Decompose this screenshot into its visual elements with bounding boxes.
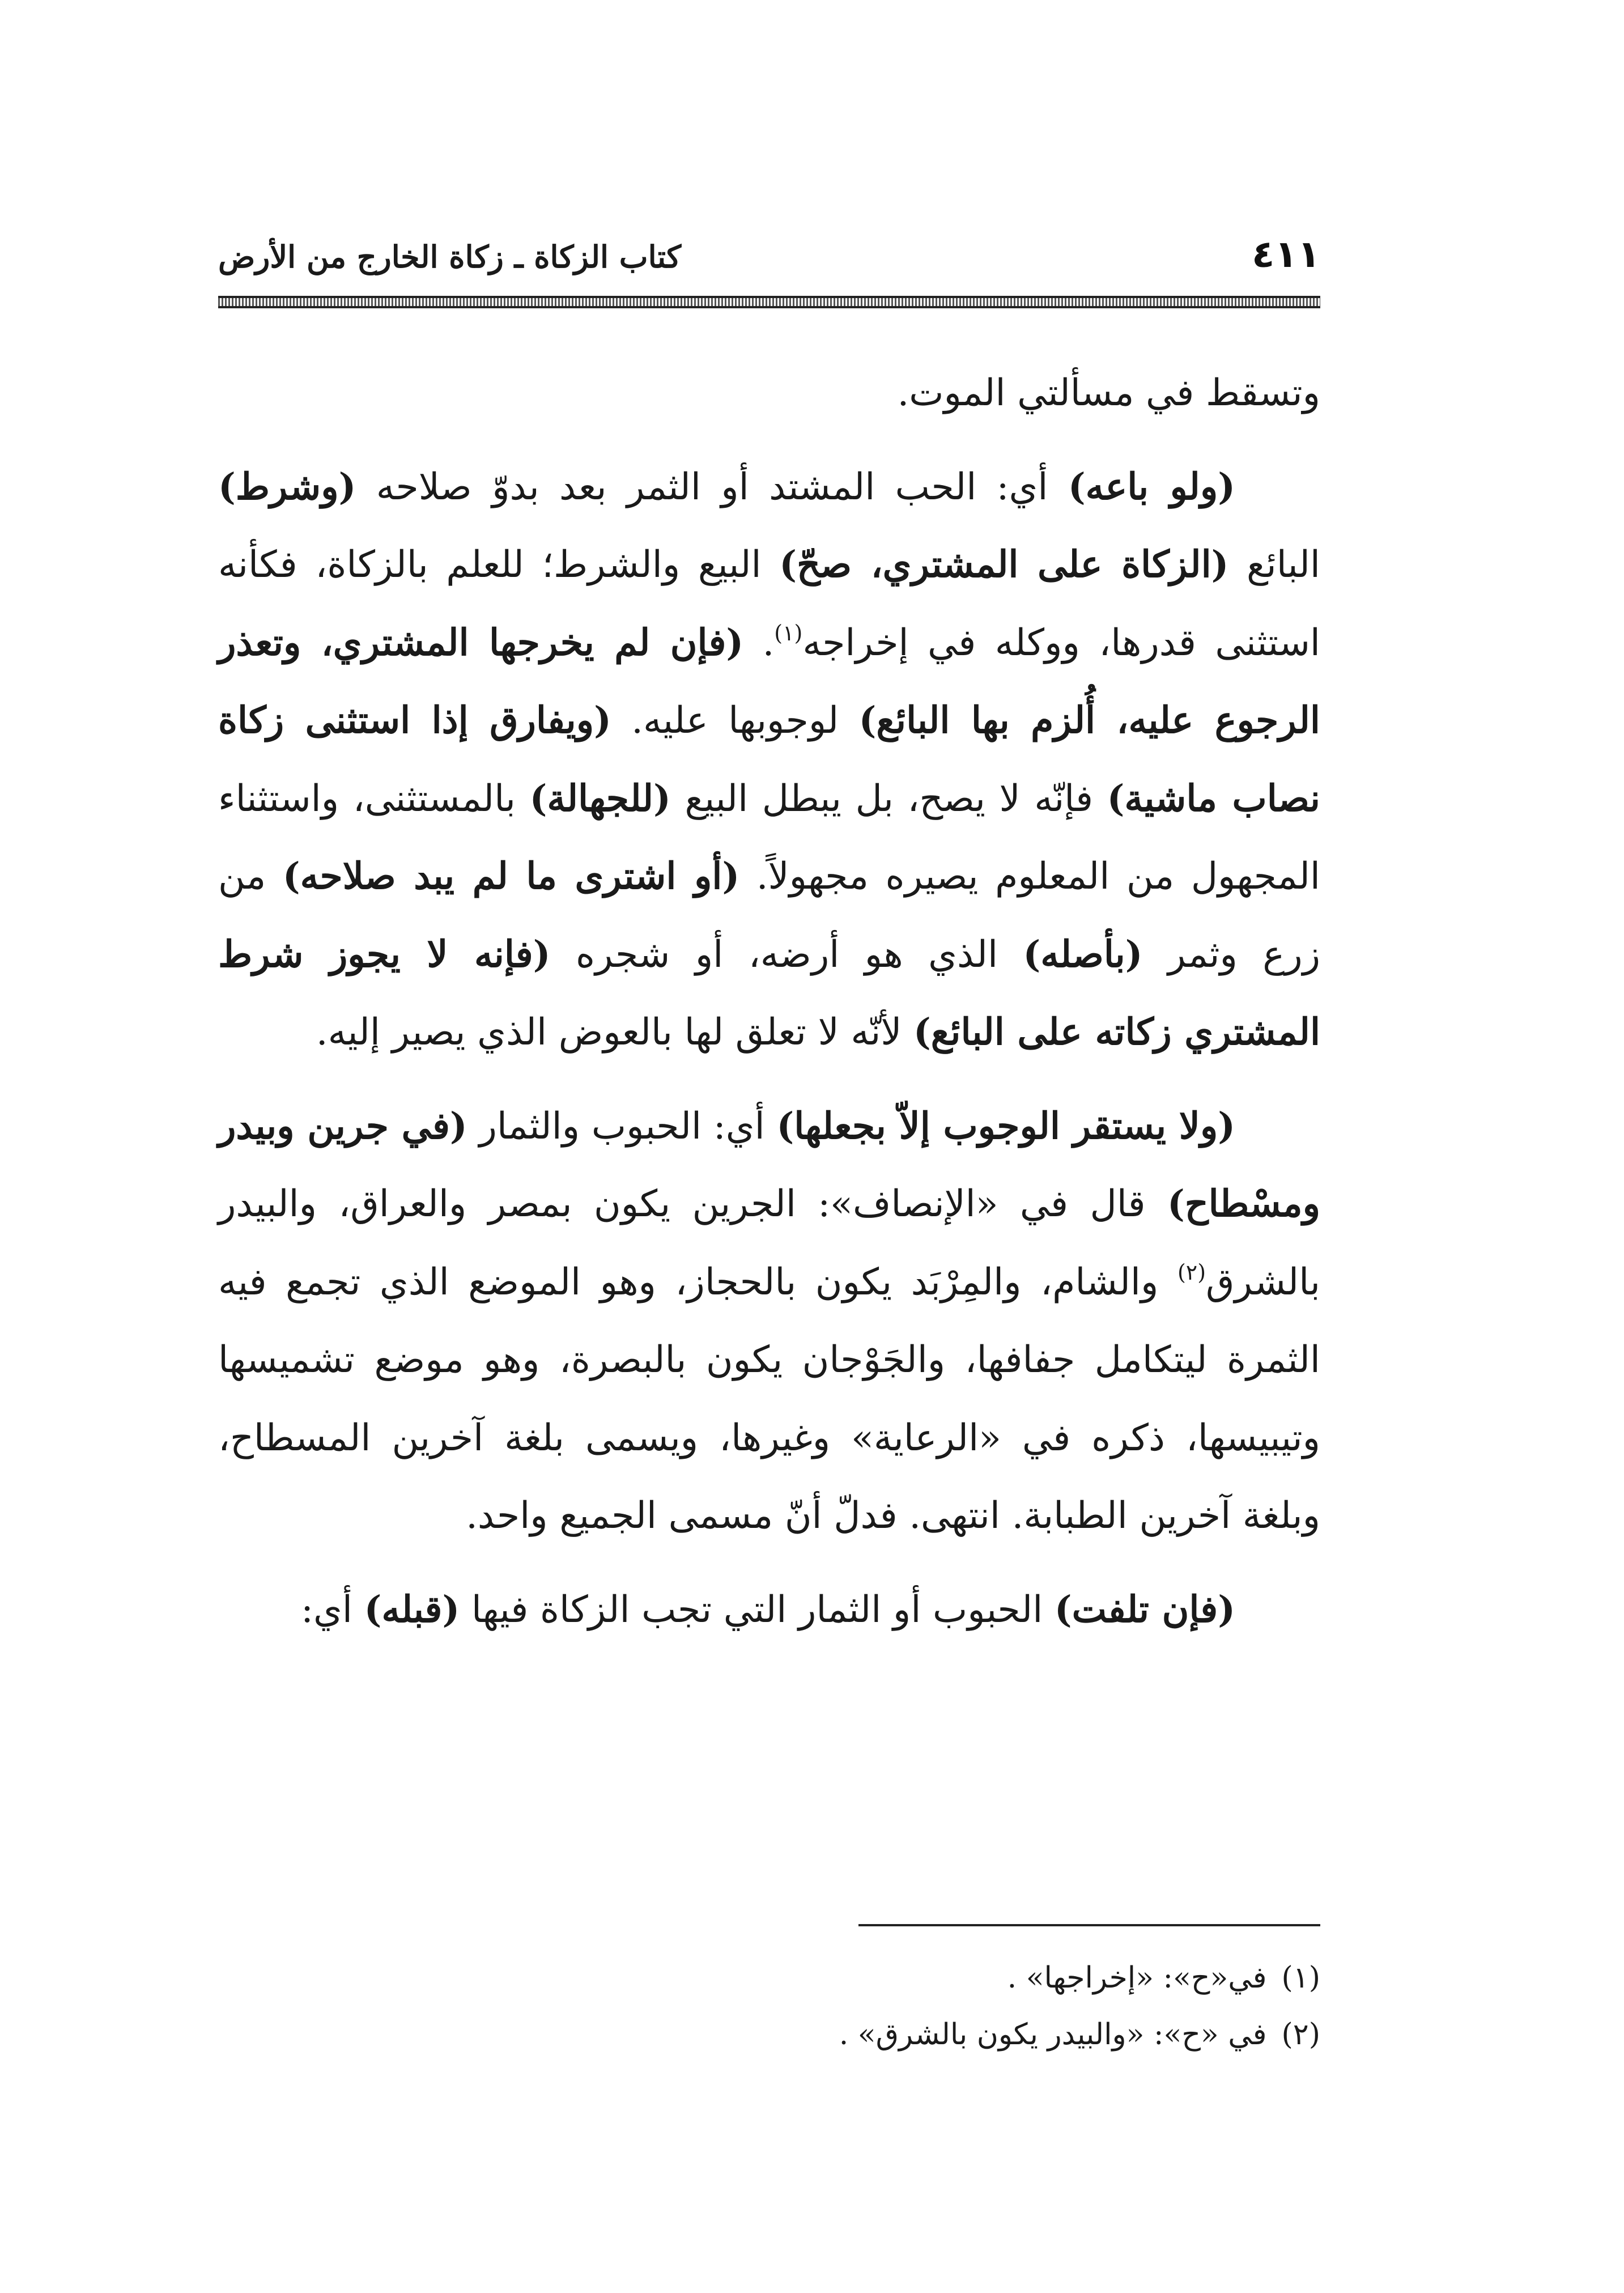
commentary-text: قال في «الإنصاف»: الجرين يكون بمصر والعراق، والبيدر بالشرق [218,1183,1320,1303]
commentary-text: بالمستثنى، واستثناء المجهول من المعلوم يصيره مجهولاً. [218,777,1320,898]
paragraph [218,354,1320,432]
bold-matn-text: (للجهالة) [529,776,671,820]
footnote-text: في «ح»: «والبيدر يكون بالشرق» . [839,2018,1267,2052]
bold-matn-text: (فإنه لا يجوز شرط المشتري زكاته على البائع) [218,932,1320,1054]
running-header [218,227,1320,289]
commentary-text: البائع [1228,543,1320,586]
footnote-marker: (٢) [1281,2018,1320,2052]
bold-matn-text: (ولا يستقر الوجوب إلاّ بجعلها) [776,1104,1236,1148]
commentary-text: البيع والشرط؛ للعلم بالزكاة، فكأنه استثنى قدرها، ووكله في إخراجه [218,543,1320,664]
bold-matn-text: (الزكاة على المشتري، صحّ) [779,543,1229,586]
footnote-reference: (١) [774,620,803,646]
commentary-text: أي: الحبوب والثمار [467,1105,777,1148]
bold-matn-text: (فإن تلفت) [1054,1587,1235,1631]
header-double-rule [218,296,1320,308]
commentary-text: فإنّه لا يصح، بل يبطل البيع [670,777,1107,820]
main-text [218,354,1320,1664]
commentary-text: من زرع وثمر [218,855,1320,976]
running-title: كتاب الزكاة ـ زكاة الخارج من الأرض [218,239,682,275]
commentary-text: الذي هو أرضه، أو شجره [550,933,1023,976]
footnote [218,2006,1320,2063]
bold-matn-text: (قبله) [364,1587,460,1631]
bold-matn-text: (بأصله) [1023,932,1143,976]
bold-matn-text: (ويفارق إذا استثنى زكاة نصاب ماشية) [218,699,1320,820]
footnotes [218,1950,1320,2063]
commentary-text: لوجوبها عليه. [611,699,859,742]
commentary-text: لأنّه لا تعلق لها بالعوض الذي يصير إليه. [316,1011,914,1054]
commentary-text: الحبوب أو الثمار التي تجب الزكاة فيها [460,1588,1055,1631]
footnote-marker: (١) [1281,1961,1320,1995]
bold-matn-text: (أو اشترى ما لم يبد صلاحه) [282,855,740,898]
commentary-text: أي: [301,1588,364,1631]
paragraph [218,448,1320,1072]
bold-matn-text: (فإن لم يخرجها المشتري، وتعذر الرجوع عليه، أُلزم بها البائع) [218,621,1320,742]
commentary-text: وتسقط في مسألتي الموت. [897,372,1320,414]
bold-matn-text: (ولو باعه) [1068,465,1235,508]
footnote-separator [858,1924,1320,1926]
bold-matn-text: (وشرط) [218,465,356,508]
commentary-text: . [743,621,775,664]
commentary-text: والشام، والمِرْبَد يكون بالحجاز، وهو الموضع الذي تجمع فيه الثمرة ليتكامل جفافها، والجَوْجان يكون بالبصرة، وهو موضع تشميسها وتيبيسها، ذكره في «الرعاية» وغيرها، ويسمى بلغة آخرين المسطاح، وبلغة آخرين الطبابة. انتهى. فدلّ أنّ مسمى الجميع واحد. [218,1260,1320,1537]
commentary-text: أي: الحب المشتد أو الثمر بعد بدوّ صلاحه [356,465,1068,508]
paragraph [218,1088,1320,1555]
page-number: ٤١١ [1252,232,1320,276]
footnote [218,1950,1320,2006]
bold-matn-text: (في جرين وبيدر ومسْطاح) [218,1104,1320,1225]
footnote-reference: (٢) [1177,1259,1206,1285]
paragraph [218,1571,1320,1649]
footnote-text: في«ح»: «إخراجها» . [1007,1961,1267,1995]
